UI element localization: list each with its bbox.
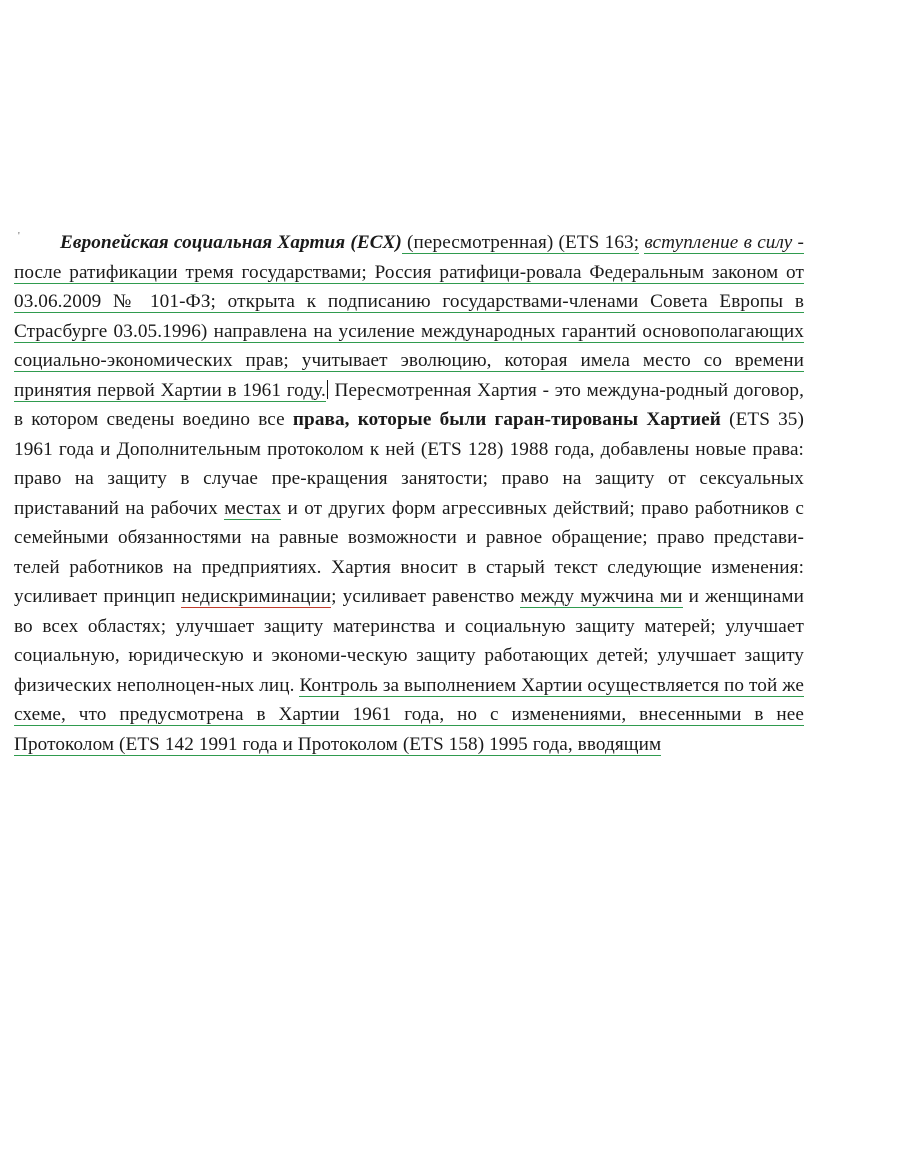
text-equality-intro: ; усиливает равенство [331,586,521,607]
text-protection-improvements: и женщинами во всех областях; улучшает защиту материнства и социальную защиту матерей; улучшает социальную, юридическую и экономи-ческую защиту работающих детей; улучшает защиту физических неполноцен-ных лиц. [14,586,804,696]
text-nondiscrimination: недискриминации [181,586,332,607]
text-changes-intro: и от других форм агрессивных действий; право работников с семейными обязанностями на равные возможности и равное обращение; право представи-телей работников на предприятиях. Хартия вносит в старый текст следующие изменения: усиливает принцип [14,497,804,607]
text-control-mechanism: Контроль за выполнением Хартии осуществляется по той же схеме, что предусмотрена в Хартии 1961 года, но с изменениями, внесенными в нее Протоколом (ETS 142 1991 года и Протоколом (ETS 158) 1995 года, вводящим [14,674,805,755]
stray-mark: ' [18,231,20,242]
text-workplaces: местах [224,497,282,519]
text-new-rights: (ETS 35) 1961 года и Дополнительным протоколом к ней (ETS 128) 1988 года, добавлены новые права: право на защиту в случае пре-кращения занятости; право на защиту от сексуальных приставаний на рабочих [14,409,804,519]
page-bottom-clip [14,802,804,862]
paragraph-european-social-charter [14,228,804,759]
text-between-men: между мужчина ми [520,586,683,607]
text-cursor [327,380,328,399]
text-ratification-info: после ратификации тремя государствами; Россия ратифици-ровала Федеральным законом от 03.06.2009 № 101-ФЗ; открыта к подписанию государствами-членами Совета Европы в Страсбурге 03.05.1996) [14,261,804,342]
text-revised-charter-intro: Пересмотренная Хартия - это междуна-родный договор, в котором сведены воедино все [14,379,804,430]
text-ets-reference: (пересмотренная) (ETS 163; [401,232,640,253]
text-entry-into-force: вступление в силу - [644,232,805,253]
text-charter-title: Европейская социальная Хартия (ЕСХ) [60,232,402,253]
text-guaranteed-rights-bold: права, которые были гаран-тированы Хартией [292,409,721,430]
text-purpose-clause: направлена на усиление международных гарантий основополагающих социально-экономических прав; учитывает эволюцию, которая имела место со времени принятия первой Хартии в 1961 году. [14,320,804,401]
document-text-body [14,228,804,759]
